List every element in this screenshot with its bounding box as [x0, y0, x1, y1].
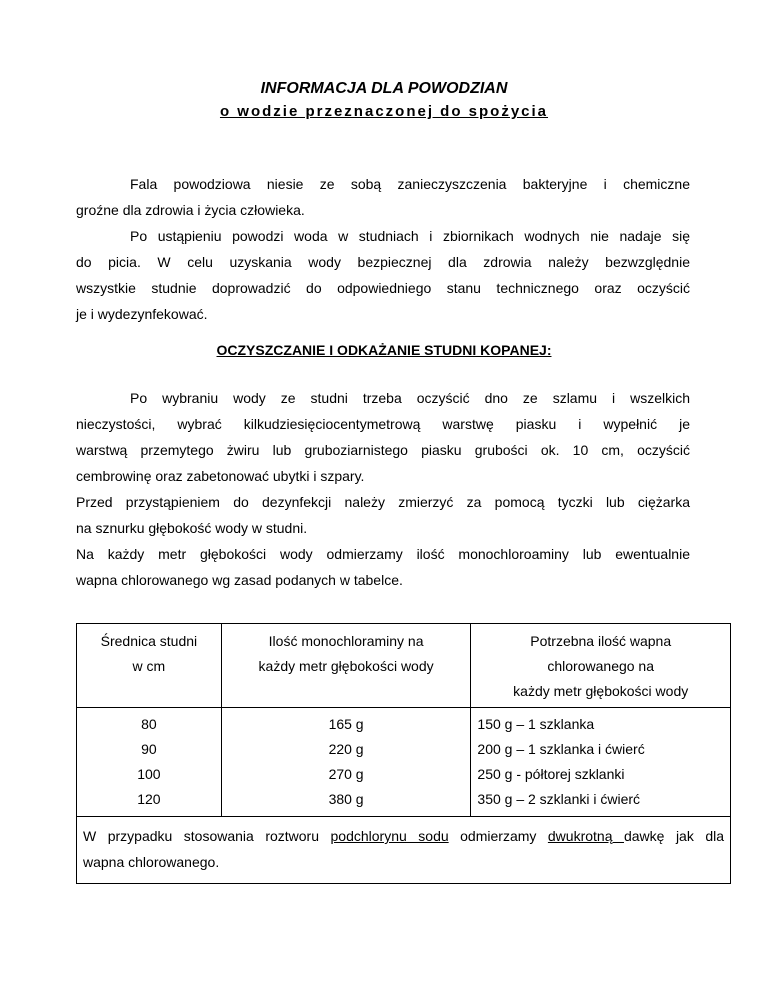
table-note: W przypadku stosowania roztworu podchlorynu sodu odmierzamy dwukrotną dawkę jak dla wapna chlorowanego. — [77, 817, 731, 884]
intro-paragraph-2 — [76, 223, 690, 327]
table-cell: 150 g – 1 szklanka — [477, 716, 595, 732]
header-diameter: Średnica studni w cm — [77, 624, 222, 708]
table-note-row — [77, 817, 731, 884]
intro-paragraph-1 — [76, 171, 690, 223]
intro-p2-line2: do picia. W celu uzyskania wody bezpiecznej dla zdrowia należy bezwzględnie — [76, 254, 690, 270]
intro-p1-line2: groźne dla zdrowia i życia człowieka. — [76, 202, 305, 218]
sodium-hypochlorite-term: podchlorynu sodu — [330, 828, 449, 844]
table-cell: 120 — [137, 791, 161, 807]
double-dose-term: dwukrotną — [547, 828, 624, 844]
table-cell: 270 g — [328, 766, 364, 782]
intro-p2-line4: je i wydezynfekować. — [76, 306, 208, 322]
table-cell: 165 g — [328, 716, 364, 732]
section-p1-line3: warstwą przemytego żwiru lub gruboziarnistego piasku grubości ok. 10 cm, oczyścić — [76, 442, 690, 458]
document-title: INFORMACJA DLA POWODZIAN — [260, 80, 508, 97]
table-cell: 80 — [141, 716, 157, 732]
monochloramine-column — [221, 708, 471, 817]
table-cell: 90 — [141, 741, 157, 757]
section-p1-line2: nieczystości, wybrać kilkudziesięciocentymetrową warstwę piasku i wypełnić je — [76, 416, 690, 432]
header-lime: Potrzebna ilość wapna chlorowanego na każdy metr głębokości wody — [471, 624, 731, 708]
section-heading: OCZYSZCZANIE I ODKAŻANIE STUDNI KOPANEJ: — [216, 342, 552, 358]
table-row — [77, 708, 731, 817]
section-p2-line1: Przed przystąpieniem do dezynfekcji należy zmierzyć za pomocą tyczki lub ciężarka — [76, 494, 690, 510]
section-paragraph-1 — [76, 385, 690, 593]
document-subtitle: o wodzie przeznaczonej do spożycia — [219, 103, 549, 120]
section-p2-line2: na sznurku głębokość wody w studni. — [76, 520, 308, 536]
dosage-table — [76, 623, 731, 884]
section-p3-line1: Na każdy metr głębokości wody odmierzamy ilość monochloroaminy lub ewentualnie — [76, 546, 690, 562]
intro-p2-line3: wszystkie studnie doprowadzić do odpowiedniego stanu technicznego oraz oczyścić — [76, 280, 690, 296]
section-p1-line1: Po wybraniu wody ze studni trzeba oczyścić dno ze szlamu i wszelkich — [130, 390, 690, 406]
section-p1-line4: cembrowinę oraz zabetonować ubytki i szpary. — [76, 468, 365, 484]
intro-p1-line1: Fala powodziowa niesie ze sobą zanieczyszczenia bakteryjne i chemiczne — [130, 176, 690, 192]
table-cell: 350 g – 2 szklanki i ćwierć — [477, 791, 641, 807]
table-cell: 250 g - półtorej szklanki — [477, 766, 625, 782]
header-monochloramine: Ilość monochloraminy na każdy metr głębokości wody — [221, 624, 471, 708]
lime-column — [471, 708, 731, 817]
table-cell: 100 — [137, 766, 161, 782]
intro-p2-line1: Po ustąpieniu powodzi woda w studniach i zbiornikach wodnych nie nadaje się — [130, 228, 690, 244]
table-header-row — [77, 624, 731, 708]
table-cell: 380 g — [328, 791, 364, 807]
table-cell: 200 g – 1 szklanka i ćwierć — [477, 741, 645, 757]
table-cell: 220 g — [328, 741, 364, 757]
section-p3-line2: wapna chlorowanego wg zasad podanych w tabelce. — [76, 572, 403, 588]
diameter-column — [77, 708, 222, 817]
